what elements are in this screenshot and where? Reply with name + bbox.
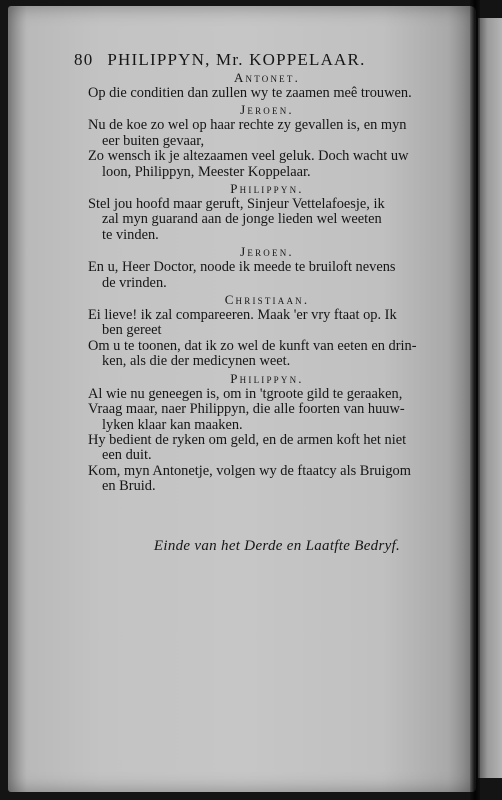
- spacer: [74, 496, 460, 538]
- verse-line: een duit.: [102, 447, 152, 464]
- speech-block: [74, 70, 460, 101]
- speech-block: [74, 181, 460, 243]
- verse-line: Hy bedient de ryken om geld, en de armen koft het niet: [88, 431, 407, 448]
- speaker-name: Philippyn.: [230, 370, 304, 386]
- speech-block: [74, 292, 460, 370]
- verse-line: ben gereet: [102, 322, 162, 339]
- show-through-text: [118, 526, 458, 726]
- running-head-title: PHILIPPYN, Mr. KOPPELAAR.: [107, 50, 366, 69]
- verse-line: En u, Heer Doctor, noode ik meede te bruiloft nevens: [88, 259, 396, 276]
- speech-block: [74, 102, 460, 180]
- page-text: [74, 50, 460, 555]
- verse-line: en Bruid.: [102, 478, 156, 495]
- verse-line: zal myn guarand aan de jonge lieden wel weeten: [102, 211, 382, 228]
- act-ending: Einde van het Derde en Laatfte Bedryf.: [153, 537, 401, 554]
- running-header: [74, 50, 460, 70]
- verse-line: lyken klaar kan maaken.: [102, 416, 243, 433]
- verse-line: Ei lieve! ik zal compareeren. Maak 'er vry ftaat op. Ik: [88, 307, 397, 324]
- speaker-name: Antonet.: [233, 70, 301, 85]
- speaker-name: Jeroen.: [240, 102, 294, 118]
- verse-line: ken, als die der medicynen weet.: [102, 353, 291, 370]
- verse-line: Nu de koe zo wel op haar rechte zy gevallen is, en myn: [88, 117, 407, 134]
- speech-block: [74, 244, 460, 291]
- verse-line: Stel jou hoofd maar geruft, Sinjeur Vettelafoesje, ik: [88, 196, 385, 213]
- verse-line: Om u te toonen, dat ik zo wel de kunft van eeten en drin-: [88, 337, 417, 354]
- verse-line: te vinden.: [102, 226, 159, 243]
- speech-block: [74, 371, 460, 495]
- book-gutter: [470, 0, 480, 800]
- verse-line: Kom, myn Antonetje, volgen wy de ftaatcy als Bruigom: [88, 462, 411, 479]
- page-number: 80: [74, 50, 94, 69]
- verse-line: loon, Philippyn, Meester Koppelaar.: [102, 163, 311, 180]
- verse-line: Op die conditien dan zullen wy te zaamen meê trouwen.: [88, 85, 412, 101]
- facing-page-edge: [478, 18, 502, 778]
- verse-line: de vrinden.: [102, 274, 167, 291]
- speaker-name: Philippyn.: [230, 181, 304, 197]
- speaker-name: Christiaan.: [224, 292, 310, 308]
- verse-line: Vraag maar, naer Philippyn, die alle foorten van huuw-: [88, 401, 405, 418]
- speaker-name: Jeroen.: [240, 244, 294, 260]
- verse-line: Al wie nu geneegen is, om in 'tgroote gild te geraaken,: [88, 385, 403, 402]
- verse-line: eer buiten gevaar,: [102, 132, 205, 149]
- verse-line: Zo wensch ik je altezaamen veel geluk. Doch wacht uw: [88, 148, 409, 165]
